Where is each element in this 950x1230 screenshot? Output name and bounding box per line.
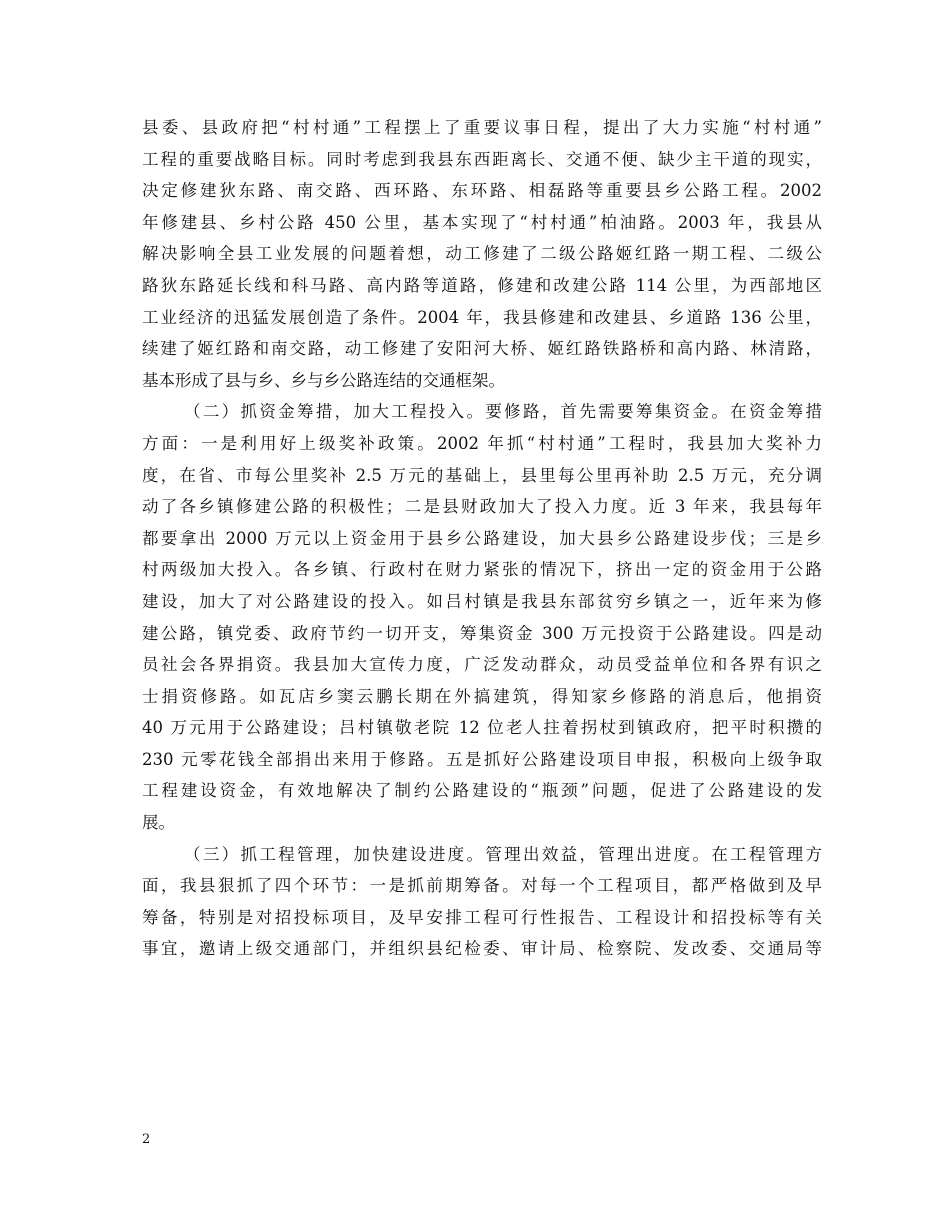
text-line: 40 万元用于公路建设；吕村镇敬老院 12 位老人拄着拐杖到镇政府，把平时积攒的 bbox=[142, 718, 822, 738]
body-text bbox=[142, 112, 822, 965]
page-number: 2 bbox=[142, 1132, 151, 1147]
text-line: 230 元零花钱全部捐出来用于修路。五是抓好公路建设项目申报，积极向上级争取 bbox=[142, 749, 822, 769]
text-line: 决定修建狄东路、南交路、西环路、东环路、相磊路等重要县乡公路工程。2002 bbox=[142, 181, 822, 201]
text-line: （三）抓工程管理，加快建设进度。管理出效益，管理出进度。在工程管理方 bbox=[184, 844, 822, 864]
text-line: 事宜，邀请上级交通部门，并组织县纪检委、审计局、检察院、发改委、交通局等 bbox=[142, 939, 822, 959]
text-line: 度，在省、市每公里奖补 2.5 万元的基础上，县里每公里再补助 2.5 万元，充分调 bbox=[142, 465, 822, 485]
paragraph-3 bbox=[142, 839, 822, 965]
text-line: 村两级加大投入。各乡镇、行政村在财力紧张的情况下，挤出一定的资金用于公路 bbox=[142, 560, 822, 580]
text-line: 工程的重要战略目标。同时考虑到我县东西距离长、交通不便、缺少主干道的现实， bbox=[142, 149, 822, 169]
text-line: 基本形成了县与乡、乡与乡公路连结的交通框架。 bbox=[142, 370, 505, 390]
text-line: 员社会各界捐资。我县加大宣传力度，广泛发动群众，动员受益单位和各界有识之 bbox=[142, 655, 822, 675]
text-line: 都要拿出 2000 万元以上资金用于县乡公路建设，加大县乡公路建设步伐；三是乡 bbox=[142, 528, 822, 548]
text-line: 方面：一是利用好上级奖补政策。2002 年抓“村村通”工程时，我县加大奖补力 bbox=[142, 433, 822, 453]
text-line: 续建了姬红路和南交路，动工修建了安阳河大桥、姬红路铁路桥和高内路、林清路， bbox=[142, 339, 822, 359]
text-line: 解决影响全县工业发展的问题着想，动工修建了二级公路姬红路一期工程、二级公 bbox=[142, 244, 822, 264]
text-line: 动了各乡镇修建公路的积极性；二是县财政加大了投入力度。近 3 年来，我县每年 bbox=[142, 497, 822, 517]
text-line: 建设，加大了对公路建设的投入。如吕村镇是我县东部贫穷乡镇之一，近年来为修 bbox=[142, 591, 822, 611]
text-line: 工程建设资金，有效地解决了制约公路建设的“瓶颈”问题，促进了公路建设的发 bbox=[142, 781, 822, 801]
text-line: 建公路，镇党委、政府节约一切开支，筹集资金 300 万元投资于公路建设。四是动 bbox=[142, 623, 822, 643]
text-line: 展。 bbox=[142, 813, 175, 833]
text-line: （二）抓资金筹措，加大工程投入。要修路，首先需要筹集资金。在资金筹措 bbox=[184, 402, 822, 422]
text-line: 路狄东路延长线和科马路、高内路等道路，修建和改建公路 114 公里，为西部地区 bbox=[142, 275, 822, 295]
text-line: 筹备，特别是对招投标项目，及早安排工程可行性报告、工程设计和招投标等有关 bbox=[142, 907, 822, 927]
paragraph-2 bbox=[142, 396, 822, 838]
paragraph-1 bbox=[142, 112, 822, 396]
text-line: 士捐资修路。如瓦店乡窦云鹏长期在外搞建筑，得知家乡修路的消息后，他捐资 bbox=[142, 686, 822, 706]
text-line: 工业经济的迅猛发展创造了条件。2004 年，我县修建和改建县、乡道路 136 公里， bbox=[142, 307, 822, 327]
text-line: 县委、县政府把“村村通”工程摆上了重要议事日程，提出了大力实施“村村通” bbox=[142, 118, 822, 137]
text-line: 面，我县狠抓了四个环节：一是抓前期筹备。对每一个工程项目，都严格做到及早 bbox=[142, 876, 822, 896]
text-line: 年修建县、乡村公路 450 公里，基本实现了“村村通”柏油路。2003 年，我县从 bbox=[142, 212, 822, 232]
